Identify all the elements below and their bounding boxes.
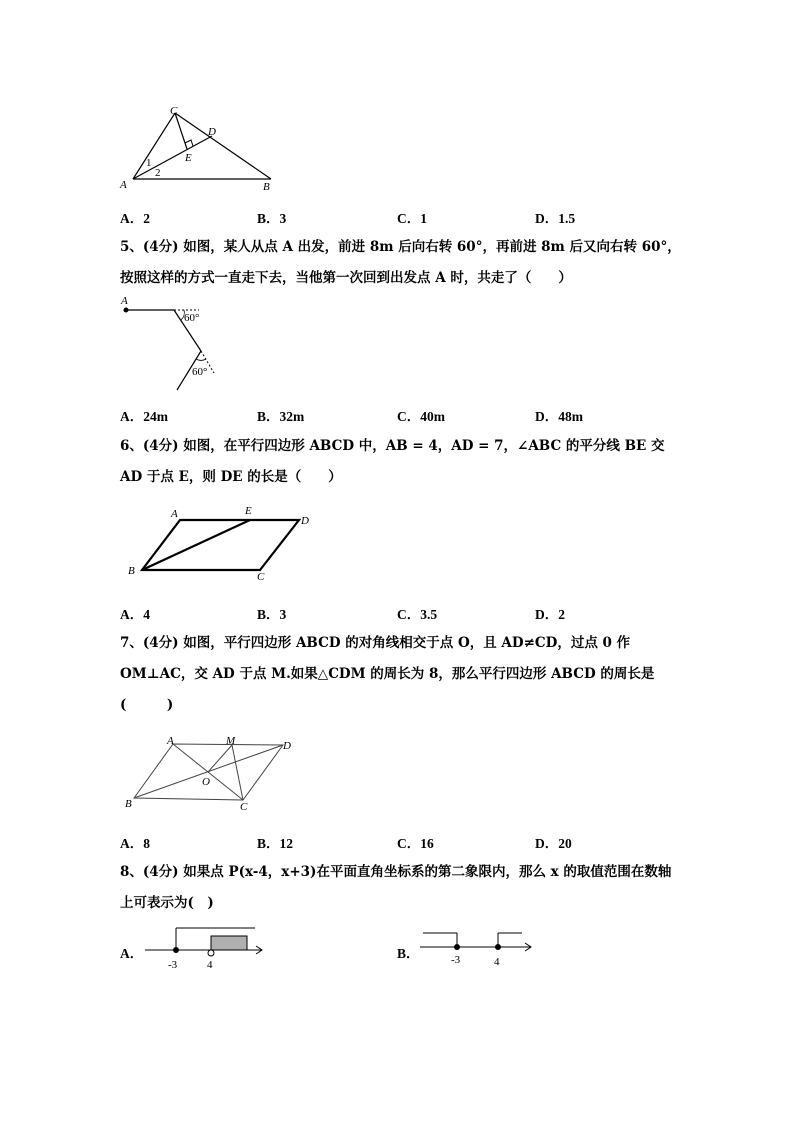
q4-label-c: C [170, 105, 178, 117]
q4-option-a[interactable]: A．2 [120, 211, 150, 226]
q4-option-c[interactable]: C．1 [397, 211, 427, 226]
q4-label-e: E [185, 152, 192, 164]
q6-label-e: E [245, 505, 252, 517]
q4-angle-2: 2 [155, 167, 161, 179]
q6-label-a: A [171, 508, 178, 520]
q8-a-tick-minus3: -3 [168, 959, 178, 971]
q7-label-m: M [226, 735, 236, 747]
q8-option-b-number-line[interactable] [415, 925, 540, 970]
q7-text-line1: 7、(4分) 如图，平行四边形 ABCD 的对角线相交于点 O，且 AD≠CD，过点 0 作 [120, 635, 631, 651]
q6-option-d[interactable]: D．2 [535, 607, 565, 622]
q8-text-line1: 8、(4分) 如果点 P(x-4，x+3)在平面直角坐标系的第二象限内，那么 x 的取值范围在数轴 [120, 864, 672, 880]
q7-parallelogram-figure [120, 732, 305, 817]
q7-option-c[interactable]: C．16 [397, 836, 434, 851]
q4-option-d[interactable]: D．1.5 [535, 211, 576, 226]
q6-option-a[interactable]: A．4 [120, 607, 150, 622]
q7-option-b[interactable]: B．12 [257, 836, 294, 851]
q7-label-a: A [167, 735, 174, 747]
q7-option-a[interactable]: A．8 [120, 836, 150, 851]
q5-angle-label-2: 60° [192, 366, 208, 378]
q5-option-d[interactable]: D．48m [535, 409, 583, 424]
q6-label-b: B [128, 565, 135, 577]
q7-text-line3: ( ) [120, 697, 174, 713]
q7-label-c: C [240, 801, 248, 813]
q8-option-a-label[interactable]: A． [120, 946, 144, 961]
q8-option-a-number-line[interactable] [140, 920, 270, 972]
q8-b-tick-minus3: -3 [451, 954, 461, 966]
q7-label-o: O [202, 776, 210, 788]
q8-text-line2: 上可表示为( ) [120, 895, 214, 911]
q5-angle-label-1: 60° [184, 312, 200, 324]
q7-option-d[interactable]: D．20 [535, 836, 572, 851]
q4-label-a: A [120, 179, 127, 191]
q5-path-figure [115, 295, 225, 395]
q7-text-line2: OM⊥AC，交 AD 于点 M.如果△CDM 的周长为 8，那么平行四边形 ABCD 的周长是 [120, 666, 655, 682]
q4-angle-1: 1 [146, 157, 152, 169]
q4-label-b: B [263, 181, 270, 193]
q6-text-line1: 6、(4分) 如图，在平行四边形 ABCD 中，AB = 4，AD = 7，∠ABC 的平分线 BE 交 [120, 438, 665, 454]
q5-label-a: A [121, 295, 128, 307]
q8-b-tick-4: 4 [494, 956, 500, 968]
q6-option-c[interactable]: C．3.5 [397, 607, 438, 622]
q6-label-d: D [301, 515, 309, 527]
q4-option-b[interactable]: B．3 [257, 211, 287, 226]
q6-label-c: C [257, 571, 265, 583]
q6-parallelogram-figure [120, 500, 320, 590]
q4-triangle-figure [115, 100, 285, 195]
q7-label-b: B [125, 798, 132, 810]
q5-option-c[interactable]: C．40m [397, 409, 445, 424]
q4-label-d: D [208, 126, 216, 138]
q5-option-a[interactable]: A．24m [120, 409, 168, 424]
q5-text-line1: 5、(4分) 如图，某人从点 A 出发，前进 8m 后向右转 60°，再前进 8m 后又向右转 60°， [120, 239, 681, 255]
q6-option-b[interactable]: B．3 [257, 607, 287, 622]
q8-a-tick-4: 4 [207, 959, 213, 971]
q8-option-b-label[interactable]: B． [397, 946, 420, 961]
q6-text-line2: AD 于点 E，则 DE 的长是（ ） [120, 469, 342, 485]
q7-label-d: D [283, 740, 291, 752]
q5-text-line2: 按照这样的方式一直走下去，当他第一次回到出发点 A 时，共走了（ ） [120, 270, 572, 286]
q5-option-b[interactable]: B．32m [257, 409, 305, 424]
